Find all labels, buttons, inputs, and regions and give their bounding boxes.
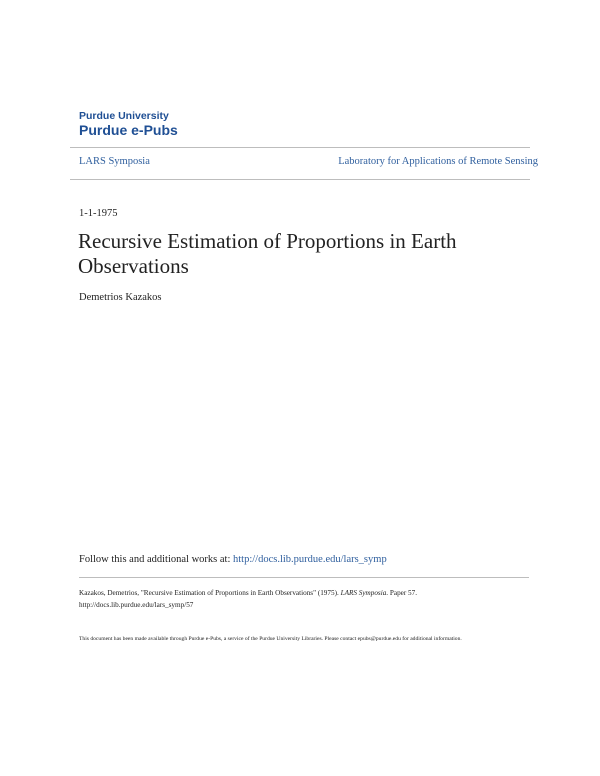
lars-symposia-link[interactable]: LARS Symposia [79, 156, 150, 167]
laboratory-link[interactable]: Laboratory for Applications of Remote Sensing [338, 156, 538, 167]
follow-text: Follow this and additional works at: [79, 554, 233, 565]
citation-block [79, 588, 519, 611]
follow-line [79, 554, 387, 565]
header-divider-top [70, 147, 530, 148]
header-divider-bottom [70, 179, 530, 180]
availability-notice: This document has been made available through Purdue e-Pubs, a service of the Purdue University Libraries. Please contact epubs@purdue.edu for additional information. [79, 636, 462, 642]
institution-name: Purdue University [79, 110, 169, 122]
author-name: Demetrios Kazakos [79, 292, 162, 303]
citation-prefix: Kazakos, Demetrios, "Recursive Estimation of Proportions in Earth Observations" (1975). [79, 589, 341, 597]
citation-paper: . Paper 57. [386, 589, 418, 597]
publication-date: 1-1-1975 [79, 208, 118, 219]
citation-url: http://docs.lib.purdue.edu/lars_symp/57 [79, 600, 194, 609]
repository-name: Purdue e-Pubs [79, 122, 178, 138]
footer-divider [79, 577, 529, 578]
citation-series: LARS Symposia [340, 589, 387, 597]
paper-title: Recursive Estimation of Proportions in Earth Observations [78, 229, 457, 278]
follow-link[interactable]: http://docs.lib.purdue.edu/lars_symp [233, 554, 387, 565]
